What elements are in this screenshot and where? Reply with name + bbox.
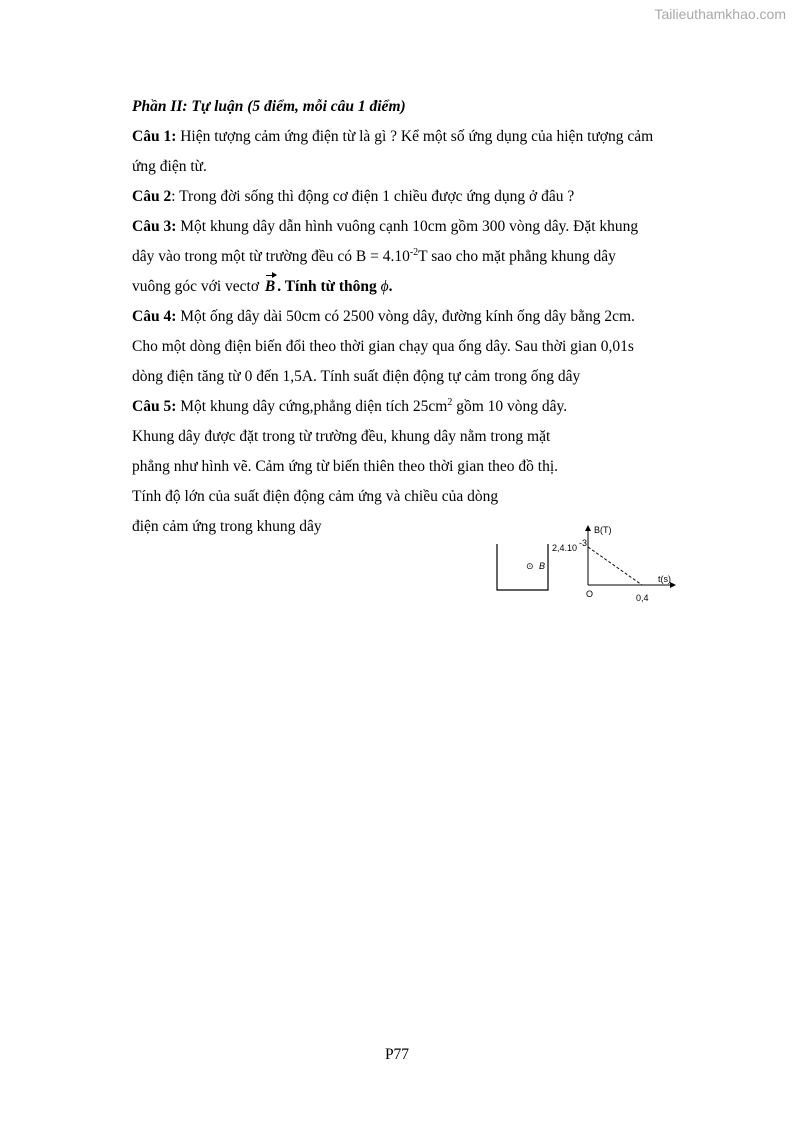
vector-b-symbol: B: [265, 272, 275, 302]
t-axis-label: t(s): [658, 574, 671, 584]
question-3-text-d: vuông góc với vectơ: [132, 278, 260, 295]
question-1-line-1: [132, 122, 732, 152]
question-2-line-1: [132, 182, 732, 212]
field-direction-dot: ⊙: [526, 561, 534, 571]
exponent: -2: [409, 247, 419, 258]
question-3-line-3: [132, 272, 732, 302]
question-4-text: Một ống dây dài 50cm có 2500 vòng dây, đường kính ống dây bằng 2cm.: [180, 308, 635, 325]
question-3-label: Câu 3:: [132, 218, 177, 235]
question-5-line-1: [132, 392, 732, 422]
question-3-text-c: T sao cho mặt phẳng khung dây: [418, 248, 616, 265]
b-max-label: 2,4.10: [552, 543, 578, 553]
question-5-line-4: Tính độ lớn của suất điện động cảm ứng và chiều của dòng: [132, 488, 499, 505]
question-4-label: Câu 4:: [132, 308, 177, 325]
question-5-line-3: phẳng như hình vẽ. Cảm ứng từ biến thiên theo thời gian theo đồ thị.: [132, 458, 559, 475]
watermark: Tailieuthamkhao.com: [654, 6, 786, 22]
question-1-text: Hiện tượng cảm ứng điện từ là gì ? Kể một số ứng dụng của hiện tượng cảm: [180, 128, 654, 145]
question-3-text-b: dây vào trong một từ trường đều có B = 4.10: [132, 248, 410, 265]
t-end-label: 0,4: [636, 593, 649, 603]
area-exponent: 2: [447, 397, 453, 408]
question-4-line-3: dòng điện tăng từ 0 đến 1,5A. Tính suất điện động tự cảm trong ống dây: [132, 368, 581, 385]
question-5-line-2: Khung dây được đặt trong từ trường đều, khung dây nằm trong mặt: [132, 428, 551, 445]
question-5-line-5: điện cảm ứng trong khung dây: [132, 518, 322, 535]
b-axis-label: B(T): [594, 525, 612, 535]
question-1-line-2: ứng điện từ.: [132, 158, 207, 175]
b-graph-line: [588, 547, 642, 585]
origin-label: O: [586, 589, 594, 599]
document-body: [132, 92, 732, 542]
question-2-label: Câu 2: [132, 188, 172, 205]
question-3-text: Một khung dây dẫn hình vuông cạnh 10cm gồm 300 vòng dây. Đặt khung: [180, 218, 639, 235]
question-5-text: Một khung dây cứng,phẳng diện tích 25cm: [180, 398, 448, 415]
question-5-label: Câu 5:: [132, 398, 177, 415]
coil-and-graph-figure: [490, 520, 680, 610]
page-number: P77: [384, 1046, 410, 1063]
question-3-text-e: . Tính từ thông: [277, 278, 377, 295]
question-1-label: Câu 1:: [132, 128, 177, 145]
question-3-period: .: [388, 278, 393, 295]
question-2-text: : Trong đời sống thì động cơ điện 1 chiều được ứng dụng ở đâu ?: [171, 188, 575, 205]
question-3-line-1: [132, 212, 732, 242]
b-axis-arrow: [585, 525, 591, 531]
question-5-text-b: gồm 10 vòng dây.: [452, 398, 568, 415]
question-4-line-2: Cho một dòng điện biến đổi theo thời gian chạy qua ống dây. Sau thời gian 0,01s: [132, 338, 634, 355]
question-3-line-2: [132, 242, 732, 272]
question-4-line-1: [132, 302, 732, 332]
phi-symbol: ϕ: [380, 278, 389, 295]
b-max-exponent: -3: [579, 538, 588, 548]
section-heading: Phần II: Tự luận (5 điểm, mỗi câu 1 điểm): [132, 98, 406, 115]
field-symbol: B: [539, 561, 546, 571]
